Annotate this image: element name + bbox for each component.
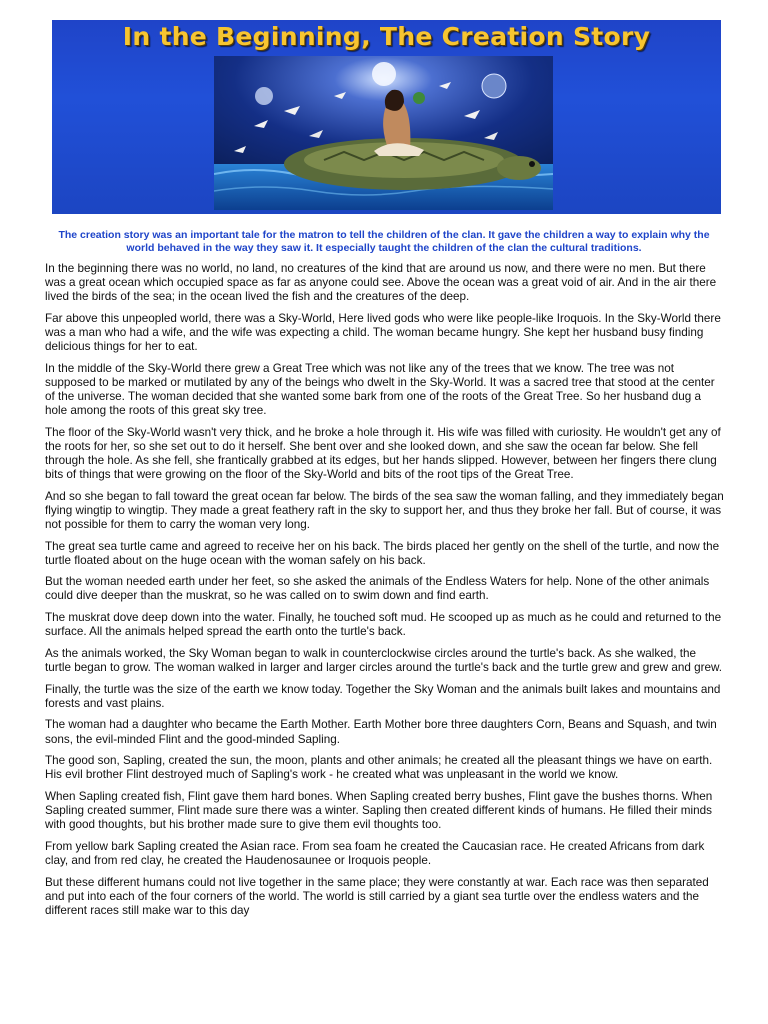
story-paragraph: As the animals worked, the Sky Woman began to walk in counterclockwise circles around the turtle's back. As she walked, the turtle began to grow. The woman walked in larger and larger circles around the turtle's back and the turtle grew and grew and grew. — [45, 646, 723, 674]
sky-woman-turtle-image — [214, 56, 553, 210]
story-paragraph: But the woman needed earth under her feet, so she asked the animals of the Endless Waters for help. None of the other animals could dive deeper than the muskrat, so he was called on to swim down and find earth. — [45, 575, 710, 603]
story-paragraph: The floor of the Sky-World wasn't very thick, and he broke a hole through it. His wife was filled with curiosity. He wouldn't get any of the roots for her, so she set out to do it herself. She bent over and she looked down, and she saw the ocean far below. She fell through the hole. As she fell, she frantically grabbed at its edges, but her hands slipped. However, between her fingers there clung bits of things that were growing on the floor of the Sky-World and bits of the root tips of the Great Tree. — [45, 425, 721, 481]
story-paragraph: When Sapling created fish, Flint gave them hard bones. When Sapling created berry bushes, Flint gave the bushes thorns. When Sapling created summer, Flint made sure there was a winter. Sapling then created different kinds of humans. He filled their minds with good thoughts, but his brother made sure to give them evil thoughts too. — [45, 790, 713, 832]
title-banner — [52, 20, 721, 214]
story-paragraph: The muskrat dove deep down into the water. Finally, he touched soft mud. He scooped up as much as he could and returned to the surface. All the animals helped spread the earth onto the turtle's back. — [45, 611, 722, 639]
story-paragraph: In the middle of the Sky-World there grew a Great Tree which was not like any of the trees that we know. The tree was not supposed to be marked or mutilated by any of the beings who dwelt in the Sky-World. It was a sacred tree that stood at the center of the universe. The woman decided that she wanted some bark from one of the roots of the Great Tree. So her husband dug a hole among the roots of this great sky tree. — [45, 361, 715, 418]
story-paragraph: The great sea turtle came and agreed to receive her on his back. The birds placed her gently on the shell of the turtle, and now the turtle floated about on the huge ocean with the woman safely on his back. — [45, 539, 720, 567]
story-paragraph: Finally, the turtle was the size of the earth we know today. Together the Sky Woman and the animals built lakes and mountains and forests and vast plains. — [45, 682, 721, 710]
intro-caption: The creation story was an important tale for the matron to tell the children of the clan. It gave the children a way to explain why the world behaved in the way they saw it. It especially taught the children of the clan the cultural traditions. — [58, 229, 710, 254]
story-paragraph: But these different humans could not live together in the same place; they were constantly at war. Each race was then separated and put into each of the four corners of the world. The world is still carried by a giant sea turtle over the endless waters and the different races still make war to this day — [45, 875, 709, 917]
story-paragraph: The woman had a daughter who became the Earth Mother. Earth Mother bore three daughters Corn, Beans and Squash, and twin sons, the evil-minded Flint and the good-minded Sapling. — [45, 718, 717, 746]
story-paragraph: From yellow bark Sapling created the Asian race. From sea foam he created the Caucasian race. He created Africans from dark clay, and from red clay, he created the Haudenosaunee or Iroquois people. — [45, 839, 705, 867]
story-paragraph: And so she began to fall toward the great ocean far below. The birds of the sea saw the woman falling, and they immediately began flying wingtip to wingtip. They made a great feathery raft in the sky to support her, and thus they broke her fall. But of course, it was not possible for them to carry the woman very long. — [45, 489, 724, 531]
story-paragraph: The good son, Sapling, created the sun, the moon, plants and other animals; he created all the pleasant things we have on earth. His evil brother Flint destroyed much of Sapling's work - he created what was unpleasant in the world we know. — [45, 754, 713, 782]
story-paragraph: Far above this unpeopled world, there was a Sky-World, Here lived gods who were like people-like Iroquois. In the Sky-World there was a man who had a wife, and the wife was expecting a child. The woman became hungry. She kept her husband busy finding delicious things for her to eat. — [45, 311, 721, 354]
page-title: In the Beginning, The Creation Story — [122, 22, 651, 51]
story-body — [45, 262, 725, 926]
story-paragraph: In the beginning there was no world, no land, no creatures of the kind that are around us now, and there were no men. But there was a great ocean which occupied space as far as anyone could see. Above the ocean was a great void of air. And in the air there lived the birds of the sea; in the ocean lived the fish and the creatures of the deep. — [45, 262, 717, 304]
